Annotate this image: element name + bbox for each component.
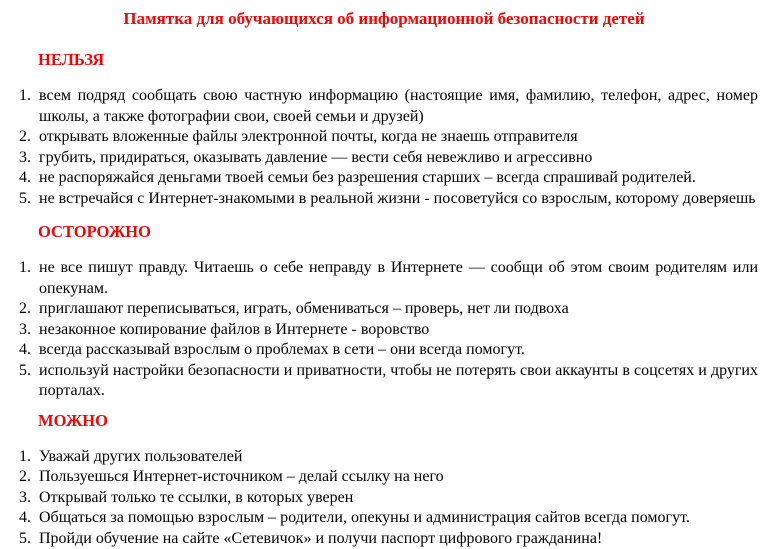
section-header-mozhno: МОЖНО [38,410,108,430]
rules-list-ostorozhno [10,258,758,402]
list-item: 1. не все пишут правду. Читаешь о себе неправду в Интернете — сообщи об этом своим родителям или опекунам. [35,258,758,299]
list-item: 4. всегда рассказывай взрослым о проблемах в сети – они всегда помогут. [35,340,758,361]
rules-list-mozhno [10,447,758,549]
section-header-ostorozhno: ОСТОРОЖНО [38,222,151,241]
list-item: 1. Уважай других пользователей [35,447,758,468]
list-item: 3. незаконное копирование файлов в Интернете - воровство [35,320,758,341]
section-nelzya [10,50,758,209]
list-item: 5. Пройди обучение на сайте «Сетевичок» и получи паспорт цифрового гражданина! [35,529,758,549]
list-item: 5. не встречайся с Интернет-знакомыми в реальной жизни - посоветуйся со взрослым, которому доверяешь [35,189,758,210]
section-ostorozhno [10,222,758,402]
list-item: 2. открывать вложенные файлы электронной почты, когда не знаешь отправителя [35,127,758,148]
section-header-nelzya: НЕЛЬЗЯ [38,50,105,69]
list-item: 1. всем подряд сообщать свою частную информацию (настоящие имя, фамилию, телефон, адрес, номер школы, а также фотографии свои, своей семьи и друзей) [35,86,758,127]
list-item: 2. Пользуешься Интернет-источником – делай ссылку на него [35,467,758,488]
list-item: 2. приглашают переписываться, играть, обмениваться – проверь, нет ли подвоха [35,299,758,320]
list-item: 4. Общаться за помощью взрослым – родители, опекуны и администрация сайтов всегда помогут. [35,508,758,529]
section-mozhno [10,411,758,549]
page-title: Памятка для обучающихся об информационной безопасности детей [123,9,645,28]
rules-list-nelzya [10,86,758,209]
list-item: 3. грубить, придираться, оказывать давление — вести себя невежливо и агрессивно [35,148,758,169]
list-item: 5. используй настройки безопасности и приватности, чтобы не потерять свои аккаунты в соцсетях и других порталах. [35,361,758,402]
list-item: 3. Открывай только те ссылки, в которых уверен [35,488,758,509]
list-item: 4. не распоряжайся деньгами твоей семьи без разрешения старших – всегда спрашивай родителей. [35,168,758,189]
